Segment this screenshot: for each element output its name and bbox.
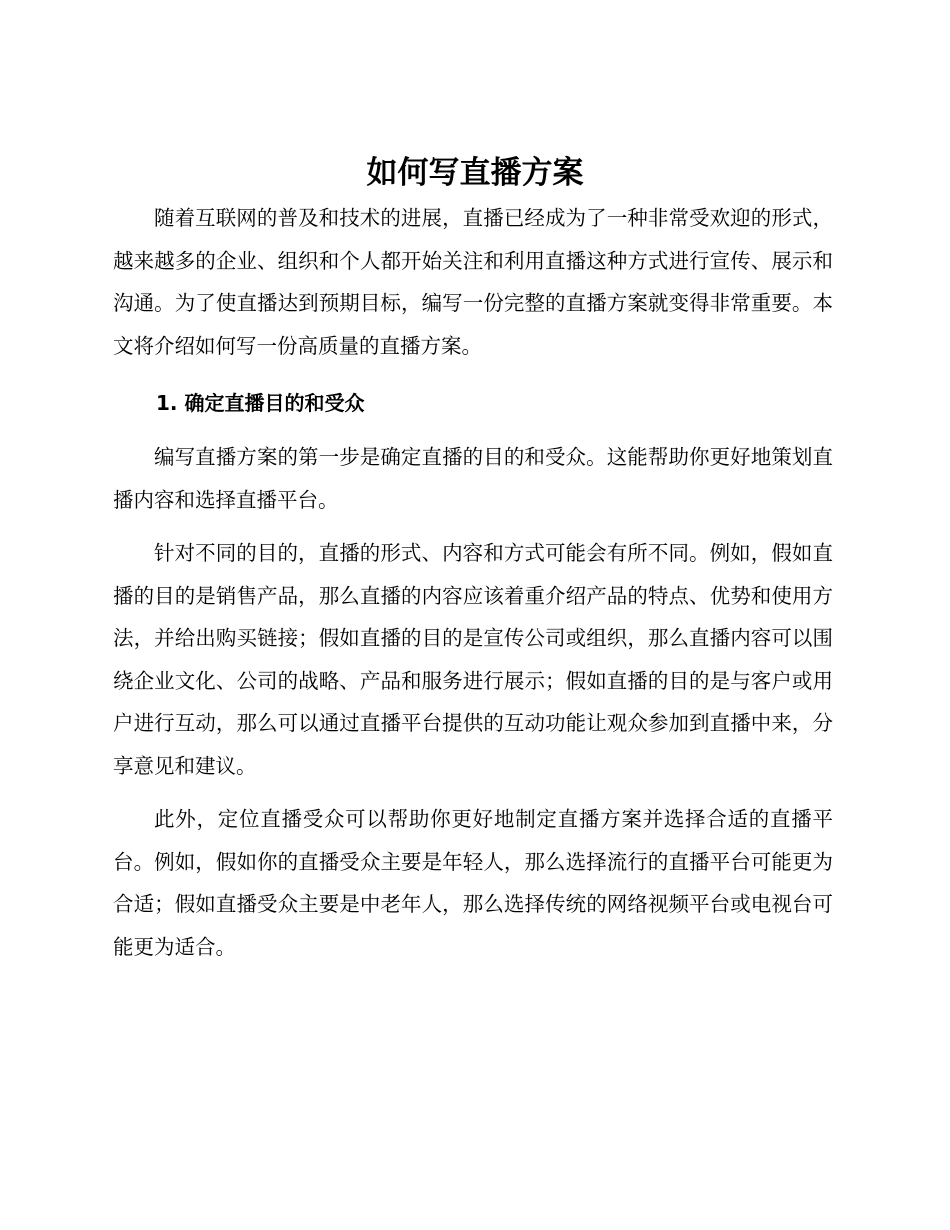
body-paragraph-examples: 针对不同的目的，直播的形式、内容和方式可能会有所不同。例如，假如直播的目的是销售产品，那么直播的内容应该着重介绍产品的特点、优势和使用方法，并给出购买链接；假如直播的目的是宣传公司或组织，那么直播内容可以围绕企业文化、公司的战略、产品和服务进行展示；假如直播的目的是与客户或用户进行互动，那么可以通过直播平台提供的互动功能让观众参加到直播中来，分享意见和建议。 — [113, 541, 833, 778]
body-paragraph-audience: 此外，定位直播受众可以帮助你更好地制定直播方案并选择合适的直播平台。例如，假如你的直播受众主要是年轻人，那么选择流行的直播平台可能更为合适；假如直播受众主要是中老年人，那么选择传统的网络视频平台或电视台可能更为适合。 — [113, 807, 833, 959]
document-title: 如何写直播方案 — [366, 155, 584, 191]
section-heading: 1. 确定直播目的和受众 — [156, 391, 365, 415]
intro-paragraph: 随着互联网的普及和技术的进展，直播已经成为了一种非常受欢迎的形式，越来越多的企业、组织和个人都开始关注和利用直播这种方式进行宣传、展示和沟通。为了使直播达到预期目标，编写一份完整的直播方案就变得非常重要。本文将介绍如何写一份高质量的直播方案。 — [113, 206, 833, 358]
body-paragraph-purpose: 编写直播方案的第一步是确定直播的目的和受众。这能帮助你更好地策划直播内容和选择直播平台。 — [113, 445, 833, 512]
